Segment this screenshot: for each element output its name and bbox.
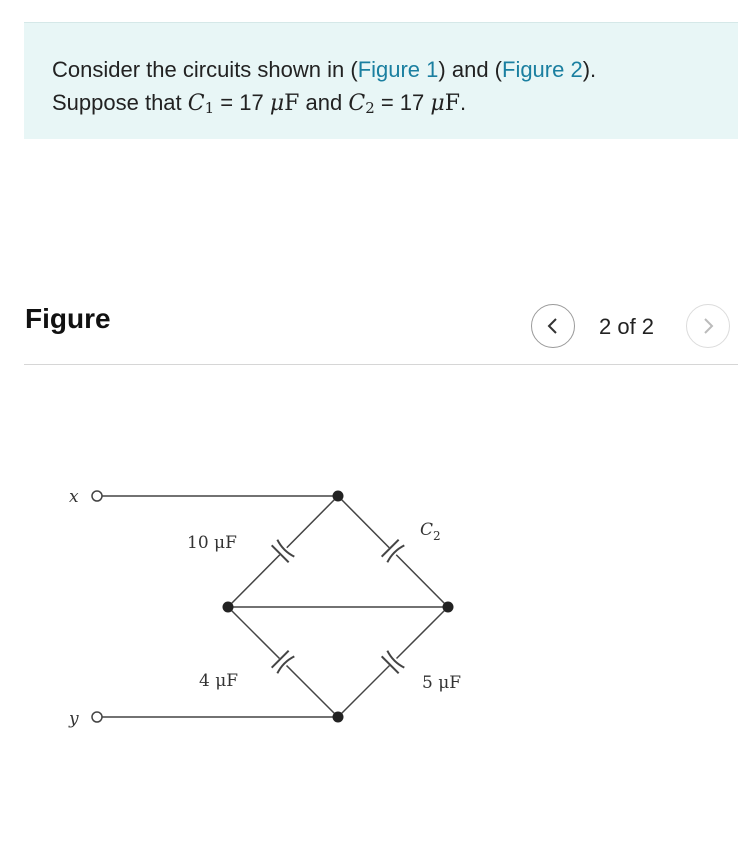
c2-symbol: C xyxy=(348,91,366,116)
node-bottom xyxy=(333,712,344,723)
figure-header xyxy=(24,295,738,365)
problem-statement-box xyxy=(24,22,738,139)
c2-unit-F: F xyxy=(444,91,460,116)
period: . xyxy=(459,90,467,115)
line2-start: Suppose that xyxy=(52,90,188,115)
node-right xyxy=(443,602,454,613)
c1-unit-mu: μ xyxy=(269,91,285,116)
c1-unit-F: F xyxy=(284,91,300,116)
label-4uF: 4 μF xyxy=(199,671,239,691)
and-text: and xyxy=(299,90,349,115)
chevron-right-icon xyxy=(700,317,716,335)
label-10uF: 10 μF xyxy=(187,533,237,553)
node-top xyxy=(333,491,344,502)
node-left xyxy=(223,602,234,613)
figure-2-link[interactable]: Figure 2 xyxy=(502,57,583,82)
c2-value: = 17 xyxy=(374,90,431,115)
intro-text: Consider the circuits shown in ( xyxy=(52,57,358,82)
c1-subscript: 1 xyxy=(204,99,215,117)
terminal-x-circle xyxy=(92,491,102,501)
mid-text: ) and ( xyxy=(438,57,502,82)
capacitor-circuit-diagram xyxy=(0,380,754,800)
page-indicator: 2 of 2 xyxy=(599,314,655,339)
figure-1-link[interactable]: Figure 1 xyxy=(357,57,439,82)
c2-subscript: 2 xyxy=(365,99,375,117)
terminal-x-label: x xyxy=(69,487,79,507)
c1-symbol: C xyxy=(187,91,205,116)
terminal-y-circle xyxy=(92,712,102,722)
previous-figure-button[interactable] xyxy=(531,304,575,348)
c1-value: = 17 xyxy=(214,90,270,115)
terminal-y-label: y xyxy=(69,709,79,729)
c2-unit-mu: μ xyxy=(430,91,445,116)
problem-line-1 xyxy=(52,53,596,86)
problem-text xyxy=(52,53,596,125)
chevron-left-icon xyxy=(545,317,561,335)
end-text: ). xyxy=(582,57,597,82)
problem-line-2 xyxy=(52,86,596,125)
next-figure-button[interactable] xyxy=(686,304,730,348)
figure-title: Figure xyxy=(25,303,111,334)
label-5uF: 5 μF xyxy=(422,673,462,693)
label-C2: $C_2$ xyxy=(420,520,441,543)
